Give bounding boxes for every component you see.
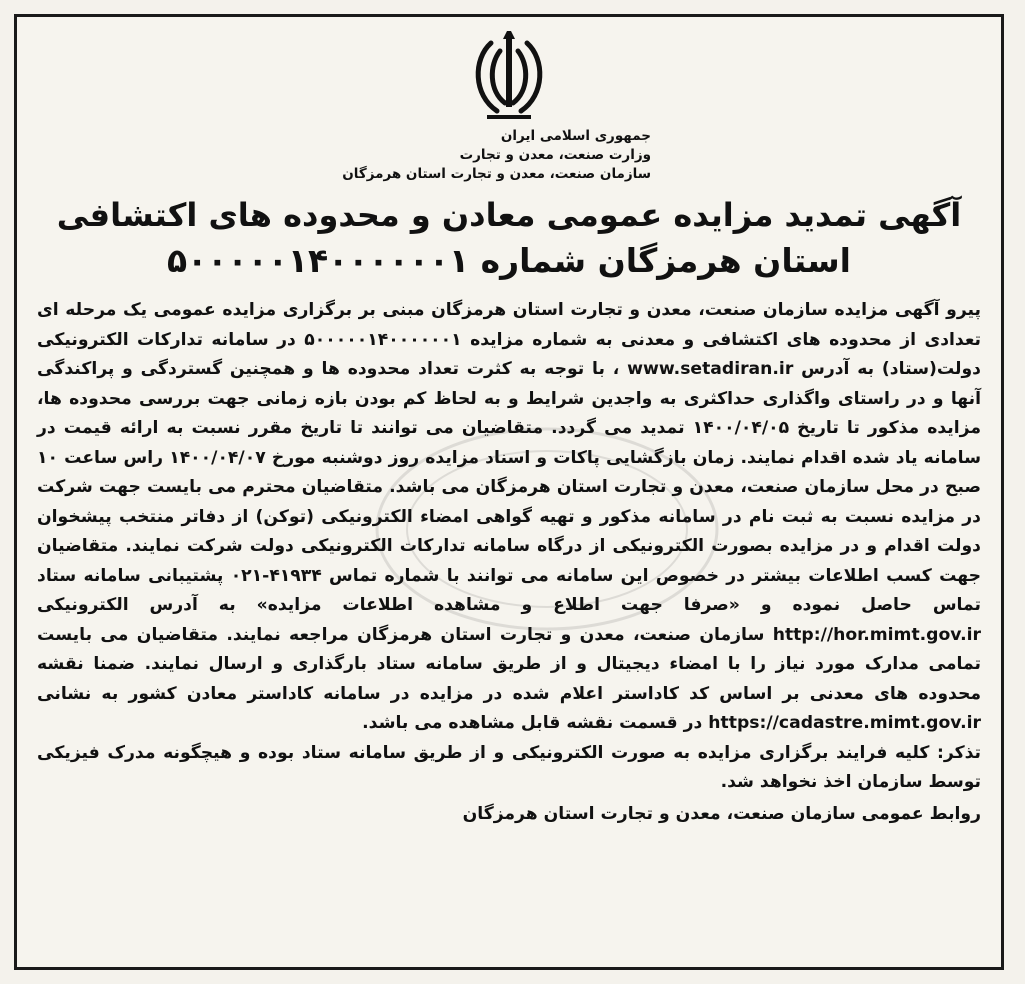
notice-title (37, 192, 981, 284)
notice-content (37, 29, 981, 957)
note-paragraph: تذکر: کلیه فرایند برگزاری مزایده به صورت الکترونیکی و از طریق سامانه ستاد بوده و هیچگونه مدرک فیزیکی توسط سازمان اخذ نخواهد شد. (37, 742, 981, 792)
signature-line: روابط عمومی سازمان صنعت، معدن و تجارت استان هرمزگان (462, 803, 981, 824)
notice-body (37, 296, 981, 798)
organization-block (37, 127, 651, 184)
iran-emblem-icon (467, 29, 551, 125)
main-paragraph: پیرو آگهی مزایده سازمان صنعت، معدن و تجارت استان هرمزگان مبنی بر برگزاری مزایده عمومی یک مرحله ای تعدادی از محدوده های اکتشافی و معدنی به شماره مزایده ۵۰۰۰۰۰۱۴۰۰۰۰۰۰۱ در سامانه تدارکات الکترونیکی دولت(ستاد) به آدرس www.setadiran.ir ، با توجه به کثرت تعداد محدوده ها و همچنین گستردگی و پراکندگی آنها و در راستای واگذاری حداکثری به واجدین شرایط و به لحاظ کم بودن بازه زمانی جهت بررسی محدوده ها، مزایده مذکور تا تاریخ ۱۴۰۰/۰۴/۰۵ تمدید می گردد. متقاضیان می توانند تا تاریخ مقرر نسبت به ارائه قیمت در سامانه یاد شده اقدام نمایند. زمان بازگشایی پاکات و اسناد مزایده روز دوشنبه مورخ ۱۴۰۰/۰۴/۰۷ راس ساعت ۱۰ صبح در محل سازمان صنعت، معدن و تجارت استان هرمزگان می باشد. متقاضیان محترم می بایست جهت شرکت در مزایده نسبت به ثبت نام در سامانه مذکور و تهیه گواهی امضاء الکترونیکی (توکن) از دفاتر منتخب پیشخوان دولت اقدام و در مزایده بصورت الکترونیکی از درگاه سامانه تدارکات الکترونیکی دولت شرکت نمایند. متقاضیان جهت کسب اطلاعات بیشتر در خصوص این سامانه می توانند با شماره تماس ۴۱۹۳۴-۰۲۱ پشتیبانی سامانه ستاد تماس حاصل نموده و «صرفا جهت اطلاع و مشاهده اطلاعات مزایده» به آدرس الکترونیکی http://hor.mimt.gov.ir سازمان صنعت، معدن و تجارت استان هرمزگان مراجعه نمایند. متقاضیان می بایست تمامی مدارک مورد نیاز را با امضاء دیجیتال و از طریق سامانه ستاد بارگذاری و ارسال نمایند. ضمنا نقشه محدوده های معدنی بر اساس کد کاداستر اعلام شده در مزایده در سامانه کاداستر معادن کشور به نشانی https://cadastre.mimt.gov.ir در قسمت نقشه قابل مشاهده می باشد. (37, 300, 981, 733)
title-line-1: آگهی تمدید مزایده عمومی معادن و محدوده های اکتشافی (56, 196, 962, 234)
country-name: جمهوری اسلامی ایران (500, 128, 651, 144)
organization-name: سازمان صنعت، معدن و تجارت استان هرمزگان (342, 166, 651, 182)
title-line-2: استان هرمزگان شماره ۵۰۰۰۰۰۱۴۰۰۰۰۰۰۱ (167, 241, 851, 280)
ministry-name: وزارت صنعت، معدن و تجارت (459, 147, 651, 163)
notice-frame (14, 14, 1004, 970)
